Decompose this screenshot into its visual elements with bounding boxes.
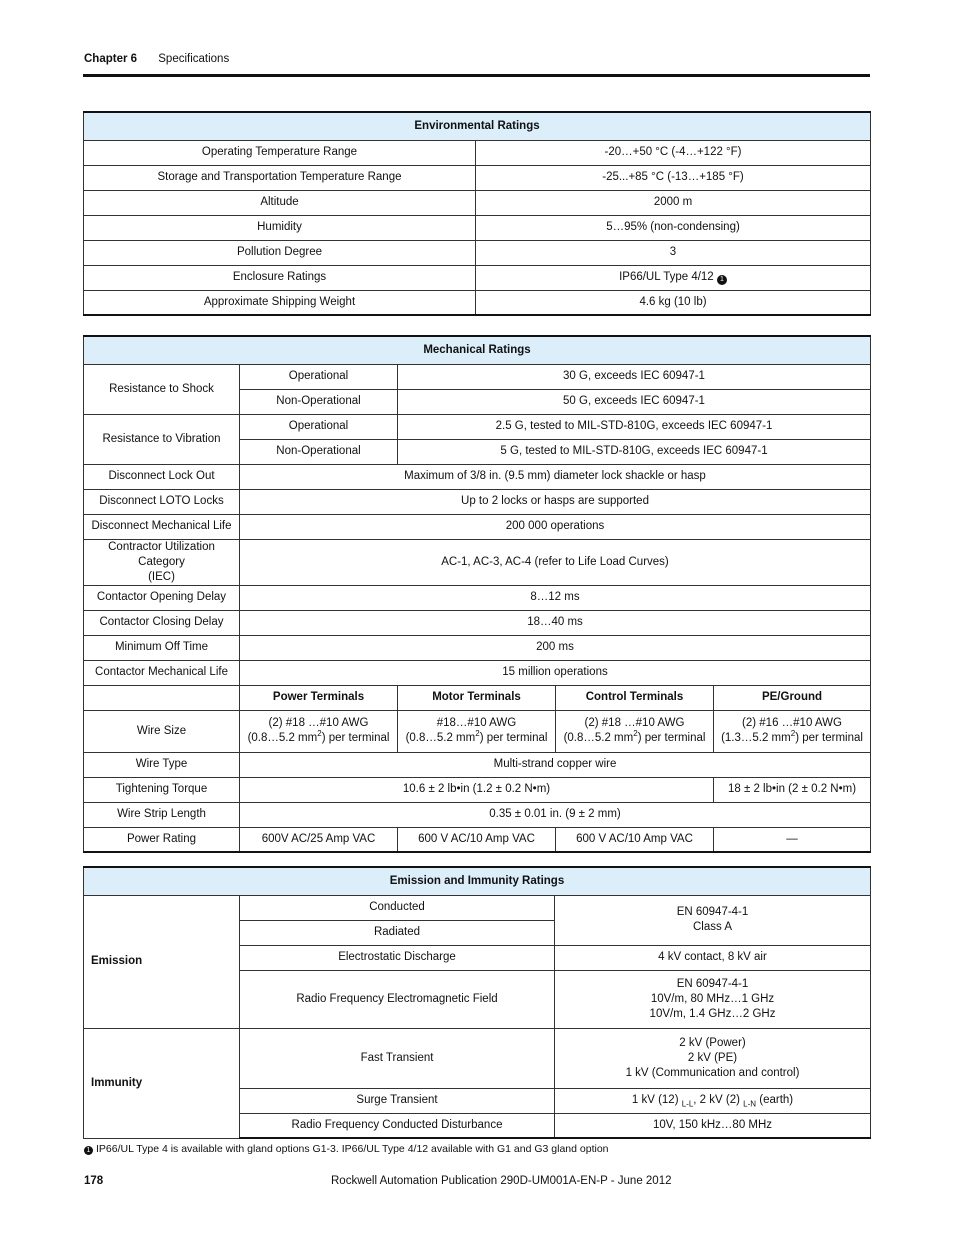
column-header: PE/Ground [714,685,871,710]
row-value: 4 kV contact, 8 kV air [555,945,871,970]
table-row [84,240,871,265]
table-row [84,827,871,852]
group-label: Emission [84,895,240,1028]
row-value: — [714,827,871,852]
row-value: 10.6 ± 2 lb•in (1.2 ± 0.2 N•m) [240,777,714,802]
table-title: Environmental Ratings [84,112,871,140]
row-label: Disconnect LOTO Locks [84,489,240,514]
wire-size-control: (2) #18 …#10 AWG (0.8…5.2 $mm^2$) per terminal [556,710,714,752]
empty-cell [84,685,240,710]
row-value: AC-1, AC-3, AC-4 (refer to Life Load Curves) [240,539,871,585]
row-label: Radiated [240,920,555,945]
row-label: Pollution Degree [84,240,476,265]
footnote-marker: 1 [717,275,727,285]
row-value: 0.35 ± 0.01 in. (9 ± 2 mm) [240,802,871,827]
sub-label: Operational [240,414,398,439]
wire-size-motor: #18…#10 AWG (0.8…5.2 $mm^2$) per terminal [398,710,556,752]
column-header: Control Terminals [556,685,714,710]
chapter-label: Chapter 6 [84,53,138,65]
row-label: Resistance to Vibration [84,414,240,464]
sub-label: Operational [240,364,398,389]
row-label: Storage and Transportation Temperature Range [84,165,476,190]
table-row [84,710,871,752]
row-label: Resistance to Shock [84,364,240,414]
publication-info: Rockwell Automation Publication 290D-UM001A-EN-P - June 2012 [331,1175,672,1187]
enclosure-value: IP66/UL Type 4/12 [619,271,714,283]
table-row [84,290,871,315]
page-number: 178 [84,1175,104,1187]
table-row [84,539,871,585]
environmental-ratings-table [83,111,871,316]
row-value: 18…40 ms [240,610,871,635]
row-value: 5 G, tested to MIL-STD-810G, exceeds IEC 60947-1 [398,439,871,464]
row-label: Wire Type [84,752,240,777]
row-label: Radio Frequency Electromagnetic Field [240,970,555,1028]
terminal-header-row [84,685,871,710]
table-title: Emission and Immunity Ratings [84,867,871,895]
mechanical-ratings-table [83,335,871,853]
row-value: 200 ms [240,635,871,660]
row-value: -20…+50 °C (-4…+122 °F) [476,140,871,165]
wire-size-pe: (2) #16 …#10 AWG (1.3…5.2 $mm^2$) per terminal [714,710,871,752]
row-label: Altitude [84,190,476,215]
header-rule [83,74,870,77]
row-label: Disconnect Lock Out [84,464,240,489]
row-value: 600 V AC/10 Amp VAC [398,827,556,852]
group-label: Immunity [84,1028,240,1138]
row-label: Wire Size [84,710,240,752]
label-line: (IEC) [148,570,175,583]
row-label: Power Rating [84,827,240,852]
table-row [84,364,871,389]
table-row [84,610,871,635]
row-label: Approximate Shipping Weight [84,290,476,315]
table-row [84,165,871,190]
row-value: 200 000 operations [240,514,871,539]
row-label: Enclosure Ratings [84,265,476,290]
row-label: Disconnect Mechanical Life [84,514,240,539]
emission-immunity-table [83,866,871,1139]
row-value: Multi-strand copper wire [240,752,871,777]
running-header [84,53,229,65]
table-row [84,635,871,660]
row-label: Tightening Torque [84,777,240,802]
row-label [84,539,240,585]
row-value: 18 ± 2 lb•in (2 ± 0.2 N•m) [714,777,871,802]
row-value: 3 [476,240,871,265]
table-row [84,514,871,539]
column-header: Motor Terminals [398,685,556,710]
row-value: 5…95% (non-condensing) [476,215,871,240]
table-row [84,895,871,920]
row-value: EN 60947-4-1 10V/m, 80 MHz…1 GHz 10V/m, 1.4 GHz…2 GHz [555,970,871,1028]
footnote-text: IP66/UL Type 4 is available with gland options G1-3. IP66/UL Type 4/12 available with G1 and G3 gland option [96,1143,609,1155]
table-row [84,752,871,777]
row-value: -25...+85 °C (-13…+185 °F) [476,165,871,190]
footnote-marker: 1 [84,1146,93,1155]
table-row [84,660,871,685]
table-row [84,140,871,165]
row-value: 2 kV (Power) 2 kV (PE) 1 kV (Communication and control) [555,1028,871,1088]
row-label: Radio Frequency Conducted Disturbance [240,1113,555,1138]
row-value: 2.5 G, tested to MIL-STD-810G, exceeds IEC 60947-1 [398,414,871,439]
table-row [84,464,871,489]
table-row [84,414,871,439]
row-label: Minimum Off Time [84,635,240,660]
row-label: Fast Transient [240,1028,555,1088]
table-row [84,1028,871,1088]
row-label: Humidity [84,215,476,240]
row-value: 30 G, exceeds IEC 60947-1 [398,364,871,389]
row-label: Wire Strip Length [84,802,240,827]
row-value: Up to 2 locks or hasps are supported [240,489,871,514]
table-row [84,802,871,827]
table-row [84,777,871,802]
row-value: 4.6 kg (10 lb) [476,290,871,315]
row-value: 600 V AC/10 Amp VAC [556,827,714,852]
column-header: Power Terminals [240,685,398,710]
table-row [84,585,871,610]
row-value: 50 G, exceeds IEC 60947-1 [398,389,871,414]
table-row [84,190,871,215]
sub-label: Non-Operational [240,389,398,414]
row-value: Maximum of 3/8 in. (9.5 mm) diameter lock shackle or hasp [240,464,871,489]
table-row [84,265,871,290]
row-label: Surge Transient [240,1088,555,1113]
wire-size-power: (2) #18 …#10 AWG (0.8…5.2 $mm^2$) per terminal [240,710,398,752]
row-value [476,265,871,290]
row-label: Contactor Closing Delay [84,610,240,635]
row-value: 600V AC/25 Amp VAC [240,827,398,852]
row-value: 10V, 150 kHz…80 MHz [555,1113,871,1138]
row-label: Conducted [240,895,555,920]
section-label: Specifications [158,53,230,65]
row-label: Contactor Opening Delay [84,585,240,610]
row-value: EN 60947-4-1 Class A [555,895,871,945]
footnote [84,1143,609,1155]
row-value: 2000 m [476,190,871,215]
row-label: Operating Temperature Range [84,140,476,165]
table-title: Mechanical Ratings [84,336,871,364]
row-label: Contactor Mechanical Life [84,660,240,685]
row-value: 1 kV (12) $_{L-L}$, 2 kV (2) $_{L-N}$ (earth) [555,1088,871,1113]
table-row [84,489,871,514]
row-label: Electrostatic Discharge [240,945,555,970]
row-value: 15 million operations [240,660,871,685]
label-line: Contractor Utilization Category [108,540,215,568]
row-value: 8…12 ms [240,585,871,610]
sub-label: Non-Operational [240,439,398,464]
table-row [84,215,871,240]
